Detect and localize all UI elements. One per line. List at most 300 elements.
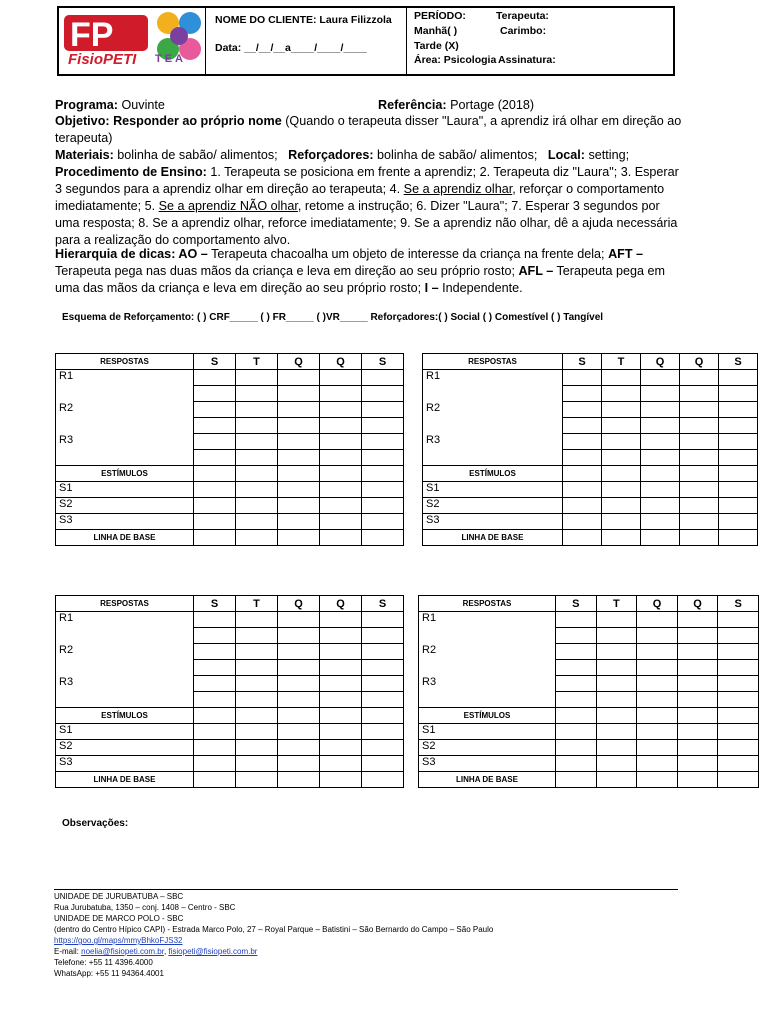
row-label: S3 (56, 514, 194, 530)
tally-cell[interactable] (194, 482, 236, 498)
tally-cell[interactable] (596, 644, 637, 660)
footer-email: E-mail: noelia@fisiopeti.com.br, fisiopeti@fisiopeti.com.br (54, 947, 258, 956)
tally-cell[interactable] (194, 418, 236, 434)
tally-cell[interactable] (194, 370, 236, 386)
tally-cell[interactable] (677, 708, 718, 724)
tally-cell[interactable] (718, 724, 759, 740)
tally-cell[interactable] (677, 676, 718, 692)
tally-cell[interactable] (278, 612, 320, 628)
day-header: T (602, 354, 641, 370)
baseline-label: LINHA DE BASE (56, 530, 194, 546)
row-label: R2 (419, 644, 556, 660)
tally-cell[interactable] (680, 466, 719, 482)
tally-cell[interactable] (236, 644, 278, 660)
tally-cell[interactable] (362, 772, 404, 788)
tally-cell[interactable] (719, 498, 758, 514)
responses-header: RESPOSTAS (56, 596, 194, 612)
tally-cell[interactable] (637, 708, 678, 724)
row-label: S1 (56, 724, 194, 740)
tally-cell[interactable] (556, 692, 597, 708)
tally-cell[interactable] (641, 482, 680, 498)
tally-cell[interactable] (641, 514, 680, 530)
client-label: NOME DO CLIENTE: (215, 14, 317, 26)
tally-cell[interactable] (641, 370, 680, 386)
email-link[interactable]: noelia@fisiopeti.com.br (81, 947, 164, 956)
tally-cell[interactable] (602, 450, 641, 466)
tally-cell[interactable] (194, 724, 236, 740)
tally-cell[interactable] (362, 434, 404, 450)
tally-cell[interactable] (677, 756, 718, 772)
tally-cell[interactable] (194, 450, 236, 466)
tally-cell[interactable] (637, 676, 678, 692)
tally-cell[interactable] (602, 498, 641, 514)
tally-cell[interactable] (194, 466, 236, 482)
tally-cell[interactable] (602, 530, 641, 546)
tally-cell[interactable] (556, 740, 597, 756)
tally-cell[interactable] (596, 708, 637, 724)
tally-cell[interactable] (362, 386, 404, 402)
tally-cell[interactable] (362, 402, 404, 418)
row-label: R3 (423, 434, 563, 450)
tally-cell[interactable] (236, 740, 278, 756)
day-header: Q (320, 596, 362, 612)
tally-cell[interactable] (194, 386, 236, 402)
tally-cell[interactable] (278, 692, 320, 708)
row-label: R2 (56, 402, 194, 418)
tally-cell[interactable] (718, 612, 759, 628)
tally-cell[interactable] (236, 370, 278, 386)
tally-cell[interactable] (320, 530, 362, 546)
hierarchy-aft: Terapeuta pega nas duas mãos da criança e leva em direção ao seu próprio rosto; (55, 264, 515, 278)
tally-cell[interactable] (236, 692, 278, 708)
materials-line (55, 147, 683, 164)
tally-cell[interactable] (194, 692, 236, 708)
tally-cell[interactable] (278, 756, 320, 772)
tally-cell[interactable] (719, 418, 758, 434)
tally-cell[interactable] (680, 370, 719, 386)
tally-cell[interactable] (637, 692, 678, 708)
tally-cell[interactable] (641, 498, 680, 514)
tally-cell[interactable] (278, 418, 320, 434)
tally-cell[interactable] (602, 514, 641, 530)
table-row (56, 402, 404, 418)
tally-cell[interactable] (194, 756, 236, 772)
tally-cell[interactable] (719, 370, 758, 386)
tally-cell[interactable] (637, 612, 678, 628)
table-row (56, 772, 404, 788)
row-label: R1 (419, 612, 556, 628)
tally-cell[interactable] (680, 402, 719, 418)
table-row (56, 354, 404, 370)
tally-cell[interactable] (320, 612, 362, 628)
materials-value: bolinha de sabão/ alimentos; (117, 148, 278, 162)
tally-cell[interactable] (278, 370, 320, 386)
tally-cell[interactable] (194, 530, 236, 546)
baseline-label: LINHA DE BASE (419, 772, 556, 788)
table-row (419, 596, 759, 612)
tally-cell[interactable] (677, 740, 718, 756)
tally-cell[interactable] (362, 756, 404, 772)
tally-cell[interactable] (320, 418, 362, 434)
tally-cell[interactable] (718, 676, 759, 692)
tally-cell[interactable] (602, 386, 641, 402)
tally-cell[interactable] (602, 482, 641, 498)
stamp-field: Carimbo: (500, 25, 547, 37)
table-row (56, 466, 404, 482)
tally-cell[interactable] (680, 482, 719, 498)
tally-cell[interactable] (278, 660, 320, 676)
tally-cell[interactable] (602, 370, 641, 386)
tally-cell[interactable] (320, 692, 362, 708)
tally-cell[interactable] (278, 530, 320, 546)
tally-cell[interactable] (719, 450, 758, 466)
tally-cell[interactable] (278, 740, 320, 756)
tally-cell[interactable] (680, 530, 719, 546)
tally-cell[interactable] (236, 772, 278, 788)
tally-cell[interactable] (596, 612, 637, 628)
email-link[interactable]: fisiopeti@fisiopeti.com.br (168, 947, 258, 956)
tally-cell[interactable] (236, 756, 278, 772)
tally-cell[interactable] (718, 772, 759, 788)
tally-cell[interactable] (362, 418, 404, 434)
tally-cell[interactable] (278, 644, 320, 660)
table-row (56, 708, 404, 724)
program-line (55, 97, 683, 114)
tally-cell[interactable] (278, 466, 320, 482)
tally-cell[interactable] (320, 740, 362, 756)
tally-cell[interactable] (362, 450, 404, 466)
tally-cell[interactable] (602, 466, 641, 482)
tally-cell[interactable] (563, 498, 602, 514)
day-header: Q (641, 354, 680, 370)
tally-cell[interactable] (236, 498, 278, 514)
table-row (56, 612, 404, 628)
tally-cell[interactable] (194, 514, 236, 530)
reference-label: Referência: (378, 98, 447, 112)
tally-cell[interactable] (563, 386, 602, 402)
tally-cell[interactable] (677, 772, 718, 788)
procedure-step5: Se a aprendiz NÃO olhar (158, 199, 298, 213)
tally-cell[interactable] (194, 644, 236, 660)
tally-cell[interactable] (641, 434, 680, 450)
tally-cell[interactable] (320, 466, 362, 482)
table-row (423, 450, 758, 466)
tally-cell[interactable] (278, 772, 320, 788)
tally-cell[interactable] (320, 676, 362, 692)
tally-cell[interactable] (556, 660, 597, 676)
tally-cell[interactable] (236, 434, 278, 450)
tally-cell[interactable] (278, 676, 320, 692)
tally-cell[interactable] (194, 402, 236, 418)
tally-cell[interactable] (637, 644, 678, 660)
reference (378, 97, 534, 114)
tally-cell[interactable] (362, 676, 404, 692)
tally-cell[interactable] (362, 724, 404, 740)
tally-cell[interactable] (641, 466, 680, 482)
tally-cell[interactable] (320, 482, 362, 498)
tally-cell[interactable] (556, 628, 597, 644)
tally-cell[interactable] (556, 756, 597, 772)
row-label-empty (419, 692, 556, 708)
baseline-label: LINHA DE BASE (56, 772, 194, 788)
tally-cell[interactable] (680, 434, 719, 450)
tally-cell[interactable] (637, 756, 678, 772)
tally-cell[interactable] (194, 676, 236, 692)
tally-cell[interactable] (194, 612, 236, 628)
hierarchy (55, 246, 683, 297)
table-row (56, 418, 404, 434)
tally-cell[interactable] (362, 370, 404, 386)
day-header: Q (278, 354, 320, 370)
tally-cell[interactable] (641, 386, 680, 402)
row-label: S3 (56, 756, 194, 772)
tally-cell[interactable] (641, 530, 680, 546)
tally-cell[interactable] (596, 660, 637, 676)
tally-cell[interactable] (320, 708, 362, 724)
tally-cell[interactable] (718, 628, 759, 644)
tally-cell[interactable] (236, 530, 278, 546)
tally-cell[interactable] (596, 724, 637, 740)
tally-cell[interactable] (320, 402, 362, 418)
tally-cell[interactable] (194, 628, 236, 644)
tally-cell[interactable] (718, 708, 759, 724)
tally-cell[interactable] (596, 772, 637, 788)
tally-cell[interactable] (556, 772, 597, 788)
tally-cell[interactable] (236, 724, 278, 740)
tally-cell[interactable] (194, 660, 236, 676)
tally-cell[interactable] (194, 772, 236, 788)
tally-cell[interactable] (596, 740, 637, 756)
tally-cell[interactable] (320, 724, 362, 740)
row-label: S3 (419, 756, 556, 772)
procedure-text: 1. Terapeuta se posiciona em frente a aprendiz; 2. Terapeuta diz "Laura"; 3. Esperar 3 segundos para a aprendiz olhar em direção ao terapeuta; 4. (55, 165, 679, 196)
response-grid (55, 595, 404, 788)
tally-cell[interactable] (362, 612, 404, 628)
procedure-label: Procedimento de Ensino: (55, 165, 207, 179)
tally-cell[interactable] (362, 514, 404, 530)
header-divider (205, 6, 206, 76)
tally-cell[interactable] (236, 660, 278, 676)
tally-cell[interactable] (680, 498, 719, 514)
tally-cell[interactable] (596, 676, 637, 692)
tally-cell[interactable] (677, 612, 718, 628)
row-label: S2 (56, 740, 194, 756)
tally-cell[interactable] (320, 450, 362, 466)
tally-cell[interactable] (320, 660, 362, 676)
tally-cell[interactable] (556, 676, 597, 692)
tally-cell[interactable] (362, 498, 404, 514)
tally-cell[interactable] (194, 740, 236, 756)
objective-value: (Quando o terapeuta disser "Laura", a aprendiz irá olhar em direção ao terapeuta) (55, 114, 682, 145)
tally-cell[interactable] (596, 756, 637, 772)
tally-cell[interactable] (677, 628, 718, 644)
tally-cell[interactable] (194, 498, 236, 514)
tally-cell[interactable] (563, 450, 602, 466)
tally-cell[interactable] (563, 402, 602, 418)
row-label-empty (423, 386, 563, 402)
tally-cell[interactable] (362, 530, 404, 546)
tally-cell[interactable] (362, 708, 404, 724)
tally-cell[interactable] (278, 628, 320, 644)
tally-cell[interactable] (563, 514, 602, 530)
tally-cell[interactable] (362, 466, 404, 482)
table-row (56, 628, 404, 644)
tally-cell[interactable] (320, 644, 362, 660)
tally-cell[interactable] (236, 386, 278, 402)
table-row (56, 660, 404, 676)
table-row (423, 482, 758, 498)
tally-cell[interactable] (556, 708, 597, 724)
tally-cell[interactable] (637, 628, 678, 644)
tally-cell[interactable] (278, 386, 320, 402)
hierarchy-ao: Terapeuta chacoalha um objeto de interesse da criança na frente dela; (211, 247, 605, 261)
tally-cell[interactable] (278, 450, 320, 466)
tally-cell[interactable] (563, 434, 602, 450)
tally-cell[interactable] (718, 756, 759, 772)
day-header: T (236, 354, 278, 370)
footer-line: Rua Jurubatuba, 1350 – conj. 1408 – Centro - SBC (54, 903, 236, 912)
response-grid (55, 353, 404, 546)
response-grid (422, 353, 758, 546)
tally-cell[interactable] (236, 482, 278, 498)
tally-cell[interactable] (680, 514, 719, 530)
tally-cell[interactable] (320, 498, 362, 514)
maps-link[interactable]: https://goo.gl/maps/mmyBhkoFJS32 (54, 936, 183, 945)
tally-cell[interactable] (641, 402, 680, 418)
table-row (419, 724, 759, 740)
row-label: S3 (423, 514, 563, 530)
tally-cell[interactable] (602, 434, 641, 450)
tally-cell[interactable] (680, 418, 719, 434)
table-row (56, 386, 404, 402)
tally-cell[interactable] (718, 660, 759, 676)
table-row (56, 370, 404, 386)
tally-cell[interactable] (236, 612, 278, 628)
tally-cell[interactable] (641, 450, 680, 466)
day-header: Q (637, 596, 678, 612)
tally-cell[interactable] (719, 434, 758, 450)
tally-cell[interactable] (362, 740, 404, 756)
table-row (56, 724, 404, 740)
tally-cell[interactable] (320, 628, 362, 644)
hierarchy-i-label: I – (424, 281, 439, 295)
table-row (419, 676, 759, 692)
tally-cell[interactable] (719, 530, 758, 546)
tally-cell[interactable] (602, 402, 641, 418)
tally-cell[interactable] (602, 418, 641, 434)
tally-cell[interactable] (320, 370, 362, 386)
row-label-empty (423, 450, 563, 466)
tally-cell[interactable] (718, 644, 759, 660)
tally-cell[interactable] (556, 644, 597, 660)
tally-cell[interactable] (278, 498, 320, 514)
tally-cell[interactable] (278, 708, 320, 724)
objective-label: Objetivo: Responder ao próprio nome (55, 114, 282, 128)
tally-cell[interactable] (563, 530, 602, 546)
tally-cell[interactable] (320, 386, 362, 402)
tally-cell[interactable] (718, 692, 759, 708)
tally-cell[interactable] (637, 660, 678, 676)
tally-cell[interactable] (278, 514, 320, 530)
table-row (56, 530, 404, 546)
tally-cell[interactable] (556, 724, 597, 740)
tally-cell[interactable] (362, 628, 404, 644)
tally-cell[interactable] (236, 514, 278, 530)
day-header: S (194, 354, 236, 370)
tally-cell[interactable] (677, 644, 718, 660)
tally-cell[interactable] (278, 402, 320, 418)
day-header: S (718, 596, 759, 612)
table-row (423, 370, 758, 386)
tally-cell[interactable] (637, 740, 678, 756)
tally-cell[interactable] (236, 402, 278, 418)
tally-cell[interactable] (680, 450, 719, 466)
tally-cell[interactable] (320, 514, 362, 530)
table-row (56, 644, 404, 660)
table-row (423, 514, 758, 530)
responses-header: RESPOSTAS (419, 596, 556, 612)
reference-value: Portage (2018) (450, 98, 535, 112)
tally-cell[interactable] (236, 708, 278, 724)
tally-cell[interactable] (194, 708, 236, 724)
tally-cell[interactable] (236, 676, 278, 692)
tally-cell[interactable] (677, 660, 718, 676)
tally-cell[interactable] (563, 418, 602, 434)
tally-cell[interactable] (719, 402, 758, 418)
tally-cell[interactable] (719, 386, 758, 402)
tally-cell[interactable] (362, 660, 404, 676)
tally-cell[interactable] (320, 756, 362, 772)
tally-cell[interactable] (236, 628, 278, 644)
tally-cell[interactable] (719, 514, 758, 530)
table-row (419, 708, 759, 724)
row-label-empty (56, 450, 194, 466)
tally-cell[interactable] (320, 434, 362, 450)
tally-cell[interactable] (362, 482, 404, 498)
tally-cell[interactable] (278, 724, 320, 740)
table-row (419, 772, 759, 788)
tally-cell[interactable] (677, 724, 718, 740)
tally-cell[interactable] (680, 386, 719, 402)
tally-cell[interactable] (278, 434, 320, 450)
tally-cell[interactable] (236, 418, 278, 434)
tally-cell[interactable] (637, 724, 678, 740)
tally-cell[interactable] (362, 644, 404, 660)
tally-cell[interactable] (362, 692, 404, 708)
tally-cell[interactable] (320, 772, 362, 788)
tally-cell[interactable] (719, 482, 758, 498)
tally-cell[interactable] (563, 466, 602, 482)
tally-cell[interactable] (596, 692, 637, 708)
tally-cell[interactable] (556, 612, 597, 628)
tally-cell[interactable] (236, 450, 278, 466)
tally-cell[interactable] (563, 482, 602, 498)
tally-cell[interactable] (719, 466, 758, 482)
table-row (419, 756, 759, 772)
tally-cell[interactable] (563, 370, 602, 386)
table-row (56, 514, 404, 530)
tally-cell[interactable] (596, 628, 637, 644)
tally-cell[interactable] (236, 466, 278, 482)
row-label: S2 (423, 498, 563, 514)
row-label: R2 (423, 402, 563, 418)
tally-cell[interactable] (278, 482, 320, 498)
tally-cell[interactable] (641, 418, 680, 434)
tally-cell[interactable] (637, 772, 678, 788)
tally-cell[interactable] (677, 692, 718, 708)
tally-cell[interactable] (718, 740, 759, 756)
tally-cell[interactable] (194, 434, 236, 450)
